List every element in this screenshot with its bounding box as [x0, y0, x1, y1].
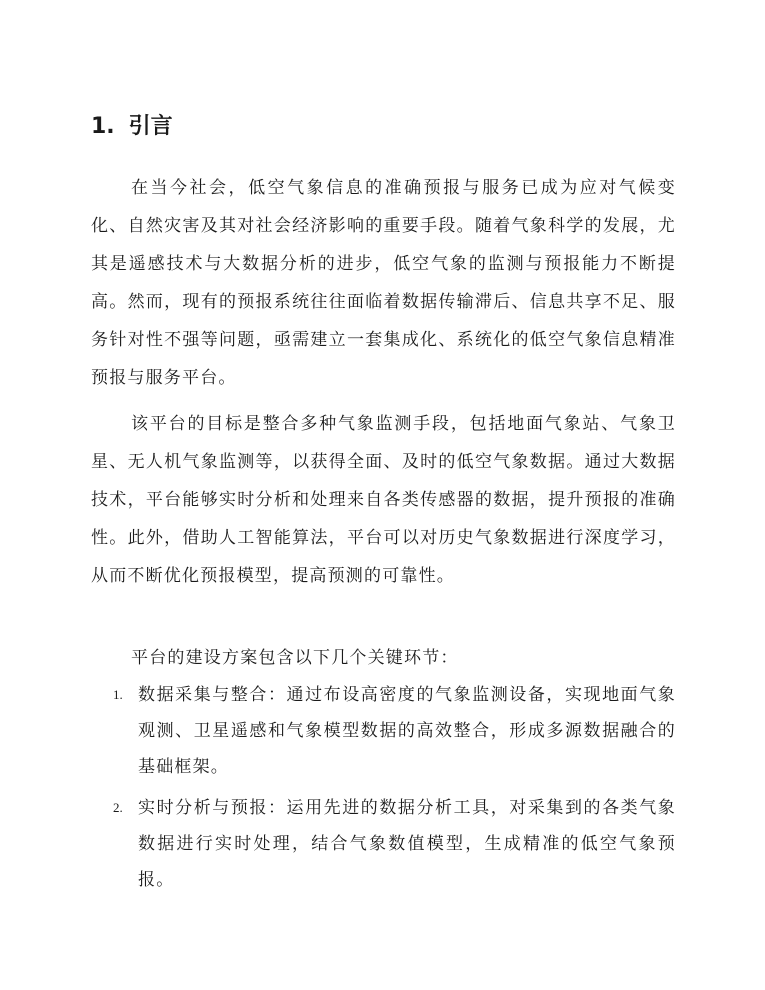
section-heading	[91, 112, 173, 142]
paragraph-platform-goal: 该平台的目标是整合多种气象监测手段，包括地面气象站、气象卫星、无人机气象监测等，以获得全面、及时的低空气象数据。通过大数据技术，平台能够实时分析和处理来自各类传感器的数据，提升预报的准确性。此外，借助人工智能算法，平台可以对历史气象数据进行深度学习，从而不断优化预报模型，提高预测的可靠性。	[91, 414, 676, 586]
list-block-2	[91, 790, 676, 898]
list-item-text: 实时分析与预报：运用先进的数据分析工具，对采集到的各类气象数据进行实时处理，结合气象数值模型，生成精准的低空气象预报。	[138, 798, 676, 890]
section-number: 1.	[91, 114, 115, 139]
section-title: 引言	[128, 114, 173, 139]
list-item	[91, 790, 676, 898]
list-block-1	[91, 677, 676, 785]
list-item	[91, 677, 676, 785]
paragraph-intro: 在当今社会，低空气象信息的准确预报与服务已成为应对气候变化、自然灾害及其对社会经济影响的重要手段。随着气象科学的发展，尤其是遥感技术与大数据分析的进步，低空气象的监测与预报能力不断提高。然而，现有的预报系统往往面临着数据传输滞后、信息共享不足、服务针对性不强等问题，亟需建立一套集成化、系统化的低空气象信息精准预报与服务平台。	[91, 178, 676, 388]
list-marker: 1.	[113, 687, 123, 702]
list-item-text: 数据采集与整合：通过布设高密度的气象监测设备，实现地面气象观测、卫星遥感和气象模型数据的高效整合，形成多源数据融合的基础框架。	[138, 685, 676, 777]
list-marker: 2.	[113, 800, 123, 815]
paragraph-plan-intro: 平台的建设方案包含以下几个关键环节：	[131, 648, 459, 668]
